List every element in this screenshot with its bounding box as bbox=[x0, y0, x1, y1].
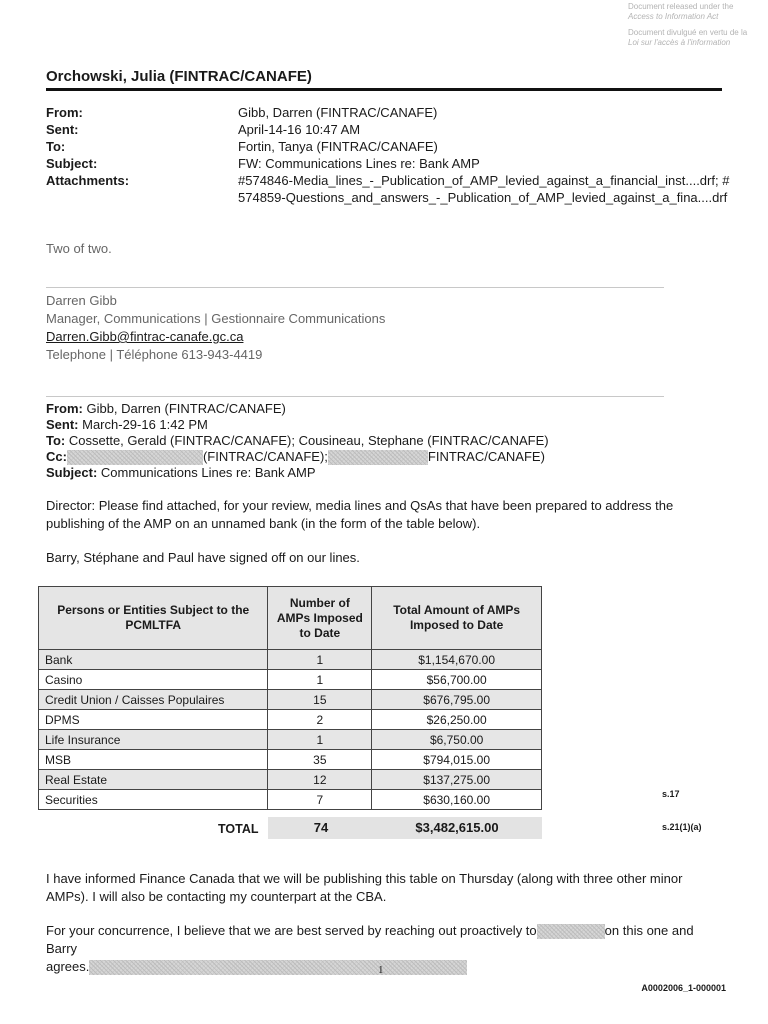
inner-cc-part1: (FINTRAC/CANAFE); bbox=[202, 449, 328, 464]
page-number: 1 bbox=[378, 964, 384, 976]
header-to-row bbox=[46, 138, 726, 155]
inner-to-label: To: bbox=[46, 433, 66, 448]
sent-label: Sent: bbox=[46, 122, 79, 137]
forward-divider bbox=[46, 396, 664, 397]
row-entity: Life Insurance bbox=[39, 730, 268, 750]
signature-block bbox=[46, 292, 726, 364]
header-count: Number of AMPs Imposed to Date bbox=[268, 587, 372, 650]
attachment-1[interactable]: #574846-Media_lines_-_Publication_of_AMP_levied_against_a_financial_inst....drf; # bbox=[238, 173, 730, 188]
row-count: 1 bbox=[268, 730, 372, 750]
row-amount: $26,250.00 bbox=[372, 710, 542, 730]
signature-name: Darren Gibb bbox=[46, 293, 117, 308]
body-paragraph-3: I have informed Finance Canada that we will be publishing this table on Thursday (along with three other minor AMPs). I will also be contacting my counterpart at the CBA. bbox=[46, 871, 683, 904]
attachment-2[interactable]: 574859-Questions_and_answers_-_Publication_of_AMP_levied_against_a_fina....drf bbox=[238, 190, 728, 205]
row-count: 35 bbox=[268, 750, 372, 770]
inner-sent-label: Sent: bbox=[46, 417, 79, 432]
row-count: 15 bbox=[268, 690, 372, 710]
document-id: A0002006_1-000001 bbox=[641, 983, 726, 993]
amp-table bbox=[38, 586, 542, 810]
table-header-row bbox=[39, 587, 542, 650]
subject-value: FW: Communications Lines re: Bank AMP bbox=[238, 156, 480, 171]
release-stamp bbox=[628, 2, 748, 48]
row-entity: Casino bbox=[39, 670, 268, 690]
inner-sent-value: March-29-16 1:42 PM bbox=[82, 417, 208, 432]
table-row bbox=[39, 790, 542, 810]
signature-phone: Telephone | Téléphone 613-943-4419 bbox=[46, 347, 263, 362]
signature-email-link[interactable]: Darren.Gibb@fintrac-canafe.gc.ca bbox=[46, 329, 244, 344]
inner-subject-value: Communications Lines re: Bank AMP bbox=[100, 465, 316, 481]
to-label: To: bbox=[46, 139, 66, 154]
inner-cc-part2: FINTRAC/CANAFE) bbox=[427, 449, 545, 464]
exemption-note-s21: s.21(1)(a) bbox=[662, 822, 702, 832]
table-row bbox=[39, 770, 542, 790]
total-amount: $3,482,615.00 bbox=[372, 817, 542, 839]
exemption-note-s17: s.17 bbox=[662, 789, 680, 799]
header-subject-row bbox=[46, 155, 726, 172]
stamp-fr-line2: Loi sur l'accès à l'information bbox=[628, 38, 731, 47]
redaction-cc-1 bbox=[67, 450, 203, 465]
inner-from-value: Gibb, Darren (FINTRAC/CANAFE) bbox=[86, 401, 286, 416]
table-row bbox=[39, 690, 542, 710]
row-count: 7 bbox=[268, 790, 372, 810]
body-paragraph-1: Director: Please find attached, for your review, media lines and QsAs that have been prepared to address the publishing of the AMP on an unnamed bank (in the form of the table below). bbox=[46, 498, 674, 531]
attachments-label: Attachments: bbox=[46, 173, 130, 188]
stamp-fr-line1: Document divulgué en vertu de la bbox=[628, 28, 748, 37]
row-entity: Securities bbox=[39, 790, 268, 810]
stamp-en-line1: Document released under the bbox=[628, 2, 734, 11]
to-value: Fortin, Tanya (FINTRAC/CANAFE) bbox=[238, 139, 438, 154]
inner-cc-label: Cc: bbox=[46, 449, 67, 464]
para4-part-c: agrees. bbox=[46, 959, 90, 974]
row-amount: $56,700.00 bbox=[372, 670, 542, 690]
para4-part-a: For your concurrence, I believe that we are best served by reaching out proactively to bbox=[46, 923, 537, 938]
redaction-cc-2 bbox=[328, 450, 428, 465]
row-amount: $794,015.00 bbox=[372, 750, 542, 770]
header-attachments-row bbox=[46, 172, 730, 189]
header-amount: Total Amount of AMPs Imposed to Date bbox=[372, 587, 542, 650]
row-amount: $676,795.00 bbox=[372, 690, 542, 710]
row-amount: $6,750.00 bbox=[372, 730, 542, 750]
mailbox-owner-title: Orchowski, Julia (FINTRAC/CANAFE) bbox=[46, 68, 312, 85]
row-entity: Real Estate bbox=[39, 770, 268, 790]
from-label: From: bbox=[46, 105, 83, 120]
redaction-recipient bbox=[537, 924, 605, 939]
body-paragraph-2: Barry, Stéphane and Paul have signed off on our lines. bbox=[46, 550, 360, 565]
row-count: 1 bbox=[268, 670, 372, 690]
table-row bbox=[39, 650, 542, 670]
row-entity: MSB bbox=[39, 750, 268, 770]
header-sent-row bbox=[46, 121, 726, 138]
row-count: 1 bbox=[268, 650, 372, 670]
signature-divider bbox=[46, 287, 664, 288]
table-row bbox=[39, 730, 542, 750]
row-count: 2 bbox=[268, 710, 372, 730]
header-entity: Persons or Entities Subject to the PCMLTFA bbox=[39, 587, 268, 650]
from-value: Gibb, Darren (FINTRAC/CANAFE) bbox=[238, 105, 438, 120]
total-count: 74 bbox=[268, 817, 374, 839]
table-row bbox=[39, 670, 542, 690]
redaction-sentence bbox=[89, 960, 467, 975]
header-from-row bbox=[46, 104, 726, 121]
sent-value: April-14-16 10:47 AM bbox=[238, 122, 361, 137]
row-amount: $137,275.00 bbox=[372, 770, 542, 790]
title-divider bbox=[46, 88, 722, 91]
stamp-en-line2: Access to Information Act bbox=[628, 12, 719, 21]
table-row bbox=[39, 750, 542, 770]
row-entity: Credit Union / Caisses Populaires bbox=[39, 690, 268, 710]
intro-note: Two of two. bbox=[46, 241, 112, 256]
body-paragraph-4 bbox=[46, 922, 726, 976]
inner-to-value: Cossette, Gerald (FINTRAC/CANAFE); Cousineau, Stephane (FINTRAC/CANAFE) bbox=[68, 433, 549, 448]
inner-subject-label: Subject: bbox=[46, 465, 98, 481]
header-attachments-row-2 bbox=[46, 189, 726, 206]
row-entity: DPMS bbox=[39, 710, 268, 730]
table-row bbox=[39, 710, 542, 730]
inner-from-label: From: bbox=[46, 401, 83, 416]
inner-email-header bbox=[46, 401, 726, 481]
row-amount: $1,154,670.00 bbox=[372, 650, 542, 670]
row-count: 12 bbox=[268, 770, 372, 790]
para4-part-b: on this one and Barry bbox=[46, 923, 694, 956]
subject-label: Subject: bbox=[46, 156, 98, 171]
total-label: TOTAL bbox=[218, 822, 259, 836]
signature-title: Manager, Communications | Gestionnaire Communications bbox=[46, 311, 386, 326]
row-entity: Bank bbox=[39, 650, 268, 670]
row-amount: $630,160.00 bbox=[372, 790, 542, 810]
